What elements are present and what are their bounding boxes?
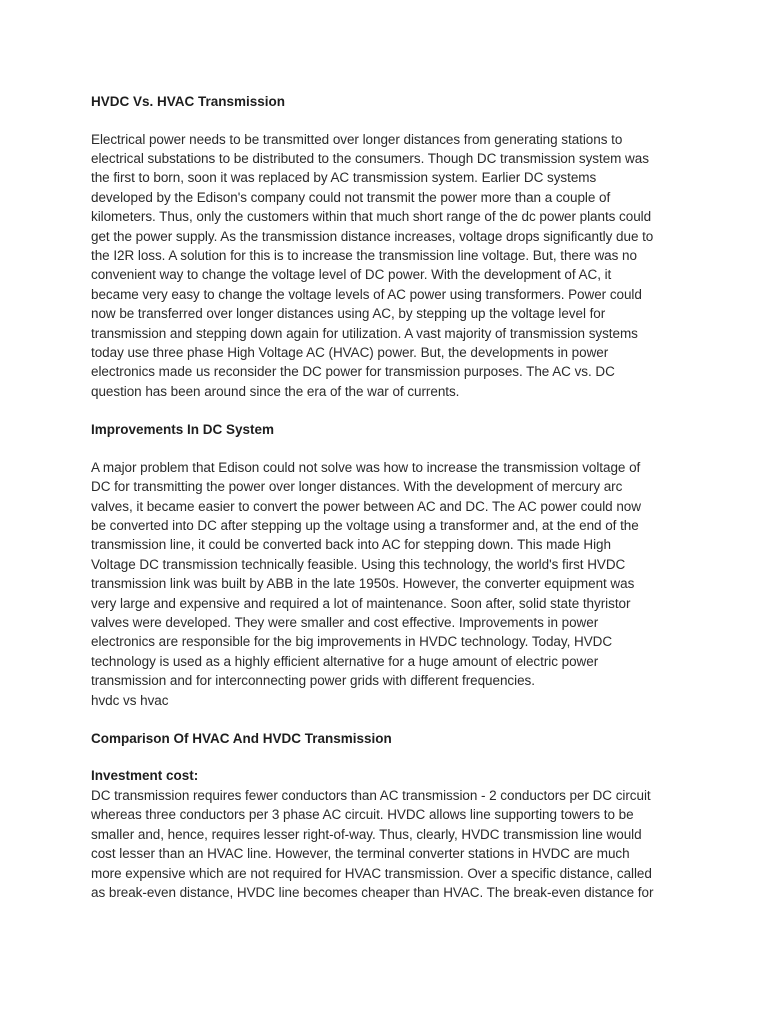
text-line: now be transferred over longer distances using AC, by stepping up the voltage level for: [91, 306, 606, 322]
spacer: [91, 440, 683, 458]
text-line: transmission link was built by ABB in the late 1950s. However, the converter equipment was: [91, 576, 635, 592]
text-line: technology is used as a highly efficient alternative for a huge amount of electric power: [91, 653, 599, 669]
section-heading-comparison: Comparison Of HVAC And HVDC Transmission: [91, 730, 392, 746]
text-line: developed by the Edison's company could not transmit the power more than a couple of: [91, 189, 611, 205]
document-page: [91, 92, 683, 902]
text-line: Voltage DC transmission technically feasible. Using this technology, the world's first HVDC: [91, 556, 626, 572]
text-line: kilometers. Thus, only the customers within that much short range of the dc power plants could: [91, 209, 652, 225]
text-line: electrical substations to be distributed to the consumers. Though DC transmission system was: [91, 150, 649, 166]
text-line: hvdc vs hvac: [91, 692, 169, 708]
text-line: became very easy to change the voltage levels of AC power using transformers. Power could: [91, 286, 642, 302]
text-line: valves, it became easier to convert the power between AC and DC. The AC power could now: [91, 498, 641, 514]
text-line: as break-even distance, HVDC line becomes cheaper than HVAC. The break-even distance for: [91, 885, 654, 900]
text-line: get the power supply. As the transmission distance increases, voltage drops significantly due to: [91, 228, 654, 244]
improvements-paragraph: [91, 458, 683, 710]
text-line: more expensive which are not required for HVAC transmission. Over a specific distance, called: [91, 865, 652, 881]
text-line: transmission and stepping down again for utilization. A vast majority of transmission systems: [91, 325, 638, 341]
text-line: today use three phase High Voltage AC (HVAC) power. But, the developments in power: [91, 344, 609, 360]
intro-paragraph: [91, 130, 683, 402]
text-line: electronics are responsible for the big improvements in HVDC technology. Today, HVDC: [91, 634, 613, 650]
text-line: electronics made us reconsider the DC power for transmission purposes. The AC vs. DC: [91, 364, 615, 380]
text-line: transmission line, it could be converted back into AC for stepping down. This made High: [91, 537, 611, 553]
document-title: HVDC Vs. HVAC Transmission: [91, 94, 286, 109]
spacer: [91, 748, 683, 766]
text-line: cost lesser than an HVAC line. However, the terminal converter stations in HVDC are much: [91, 846, 630, 862]
text-line: transmission and for interconnecting power grids with different frequencies.: [91, 673, 535, 689]
investment-cost-paragraph: [91, 786, 683, 902]
text-line: the first to born, soon it was replaced by AC transmission system. Earlier DC systems: [91, 170, 597, 186]
text-line: Electrical power needs to be transmitted over longer distances from generating stations to: [91, 131, 623, 147]
subsection-heading-investment-cost: Investment cost:: [91, 768, 199, 784]
text-line: DC for transmitting the power over longer distances. With the development of mercury arc: [91, 479, 623, 495]
text-line: valves were developed. They were smaller and cost effective. Improvements in power: [91, 614, 599, 630]
text-line: very large and expensive and required a lot of maintenance. Soon after, solid state thyristor: [91, 595, 631, 611]
text-line: DC transmission requires fewer conductors than AC transmission - 2 conductors per DC circuit: [91, 787, 651, 803]
text-line: question has been around since the era of the war of currents.: [91, 383, 460, 399]
text-line: whereas three conductors per 3 phase AC circuit. HVDC allows line supporting towers to be: [91, 807, 634, 823]
section-heading-improvements: Improvements In DC System: [91, 422, 275, 438]
text-line: be converted into DC after stepping up the voltage using a transformer and, at the end of the: [91, 517, 639, 533]
text-line: the I2R loss. A solution for this is to increase the transmission line voltage. But, there was no: [91, 247, 637, 263]
text-line: A major problem that Edison could not solve was how to increase the transmission voltage of: [91, 459, 641, 475]
spacer: [91, 112, 683, 130]
spacer: [91, 710, 683, 729]
spacer: [91, 401, 683, 420]
text-line: smaller and, hence, requires lesser right-of-way. Thus, clearly, HVDC transmission line would: [91, 826, 642, 842]
text-line: convenient way to change the voltage level of DC power. With the development of AC, it: [91, 267, 612, 283]
